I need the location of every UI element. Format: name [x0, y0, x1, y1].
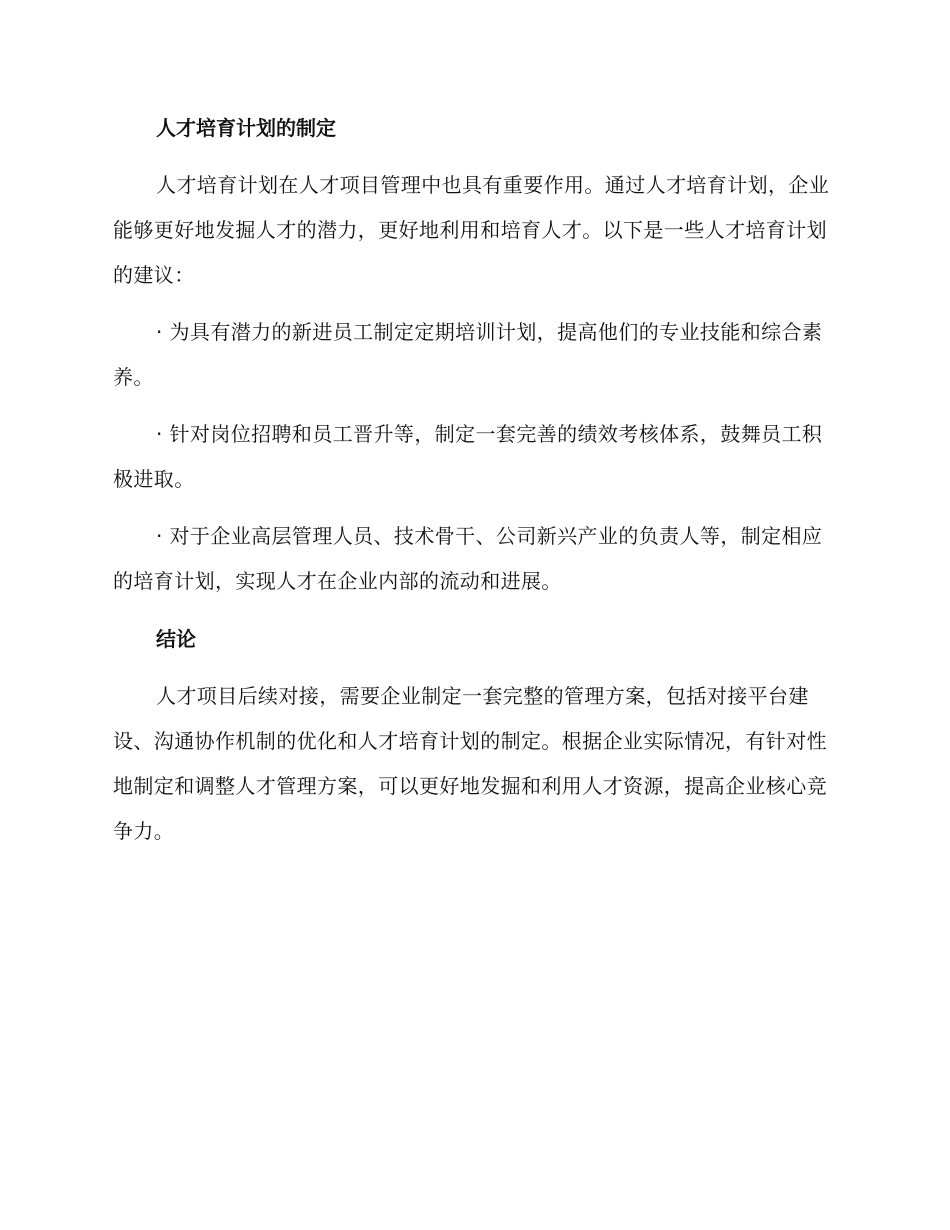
section-heading-talent-plan: 人才培育计划的制定: [156, 116, 336, 140]
bullet-item-training: · 为具有潜力的新进员工制定定期培训计划，提高他们的专业技能和综合素养。: [113, 320, 823, 389]
section-heading-conclusion: 结论: [156, 627, 196, 651]
bullet-item-leadership: · 对于企业高层管理人员、技术骨干、公司新兴产业的负责人等，制定相应的培育计划，实现人才在企业内部的流动和进展。: [113, 524, 823, 593]
paragraph-conclusion: 人才项目后续对接，需要企业制定一套完整的管理方案，包括对接平台建设、沟通协作机制的优化和人才培育计划的制定。根据企业实际情况，有针对性地制定和调整人才管理方案，可以更好地发掘和利用人才资源，提高企业核心竞争力。: [113, 684, 827, 843]
paragraph-talent-plan-intro: 人才培育计划在人才项目管理中也具有重要作用。通过人才培育计划，企业能够更好地发掘人才的潜力，更好地利用和培育人才。以下是一些人才培育计划的建议：: [113, 173, 830, 287]
document-content: [113, 105, 833, 854]
bullet-item-performance: · 针对岗位招聘和员工晋升等，制定一套完善的绩效考核体系，鼓舞员工积极进取。: [113, 422, 823, 491]
